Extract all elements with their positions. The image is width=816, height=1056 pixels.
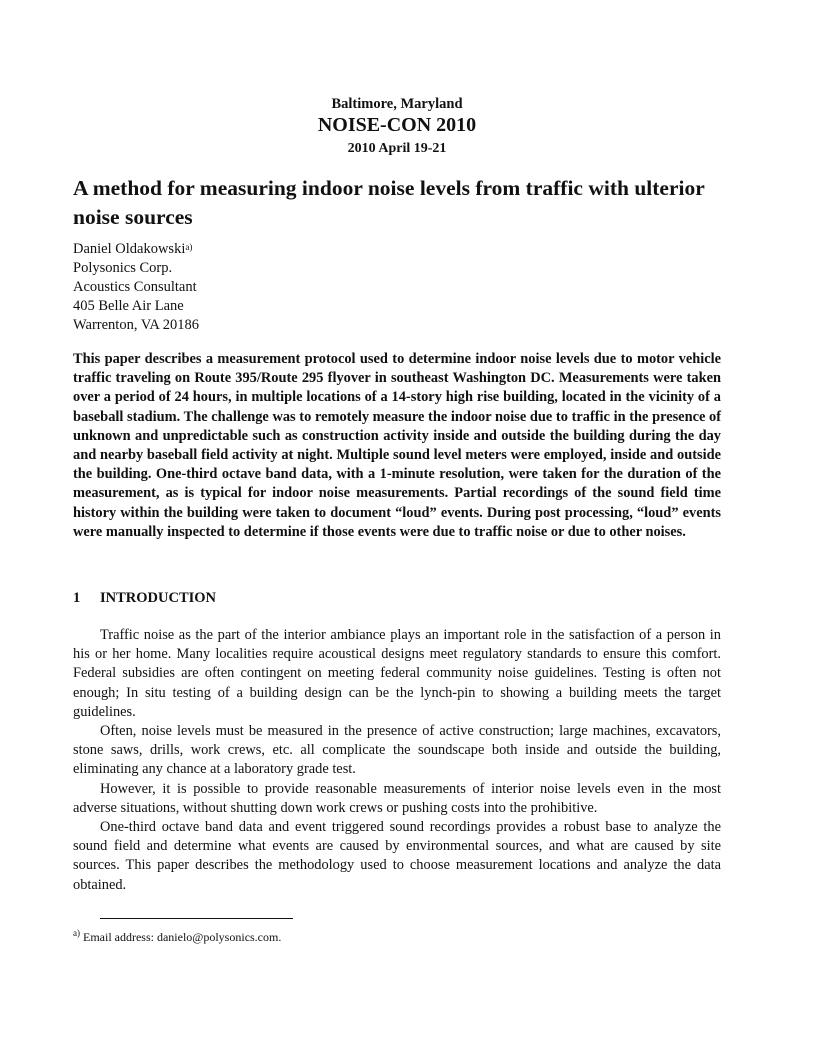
abstract: This paper describes a measurement protocol used to determine indoor noise levels due to motor vehicle traffic traveling on Route 395/Route 295 flyover in southeast Washington DC. Measurements were taken over a period of 24 hours, in multiple locations of a 14-story high rise building, located in the vicinity of a baseball stadium. The challenge was to remotely measure the indoor noise due to traffic in the presence of unknown and unpredictable such as construction activity inside and outside the building during the day and nearby baseball field activity at night. Multiple sound level meters were employed, inside and outside the building. One-third octave band data, with a 1-minute resolution, were taken for the duration of the measurement, as is typical for indoor noise measurements. Partial recordings of the sound field time history within the building were taken to document “loud” events. During post processing, “loud” events were manually inspected to determine if those events were due to traffic noise or due to other noises.: [73, 351, 721, 540]
footnote-rule: [100, 918, 293, 919]
section-title: INTRODUCTION: [100, 590, 217, 606]
author-name: Daniel Oldakowski: [73, 241, 186, 257]
author-affiliation: Polysonics Corp.: [73, 260, 173, 276]
footnote-text: Email address: danielo@polysonics.com.: [83, 930, 282, 944]
conference-dates: 2010 April 19-21: [347, 141, 447, 156]
section-heading: [73, 590, 216, 607]
section-number: 1: [73, 590, 81, 606]
author-city: Warrenton, VA 20186: [73, 317, 199, 333]
author-block: [73, 240, 721, 335]
paragraph: One-third octave band data and event triggered sound recordings provides a robust base to analyze the sound field and determine what events are caused by environmental sources, and what are caused by site sources. This paper describes the methodology used to choose measurement locations and analyze the data obtained.: [73, 819, 721, 893]
paragraph: However, it is possible to provide reasonable measurements of interior noise levels even in the most adverse situations, without shutting down work crews or pushing costs into the prohibitive.: [73, 780, 721, 816]
paragraph: Traffic noise as the part of the interior ambiance plays an important role in the satisfaction of a person in his or her home. Many localities require acoustical designs meet regulatory standards to ensure this comfort. Federal subsidies are often contingent on meeting federal community noise guidelines. Testing is often not enough; In situ testing of a building design can be the lynch-pin to showing a building meets the target guidelines.: [73, 627, 721, 720]
author-name-line: [73, 240, 721, 259]
author-footnote-mark: a): [185, 242, 193, 252]
paper-title: A method for measuring indoor noise levels from traffic with ulterior noise sources: [73, 176, 705, 229]
author-street: 405 Belle Air Lane: [73, 298, 184, 314]
footnote: [73, 930, 281, 945]
introduction-body: [73, 626, 721, 895]
conference-name: NOISE-CON 2010: [317, 114, 477, 136]
conference-location: Baltimore, Maryland: [331, 96, 463, 112]
author-role: Acoustics Consultant: [73, 279, 197, 295]
footnote-mark: a): [73, 928, 80, 938]
paragraph: Often, noise levels must be measured in the presence of active construction; large machines, excavators, stone saws, drills, work crews, etc. all complicate the soundscape both inside and outside the building, eliminating any chance at a laboratory grade test.: [73, 723, 721, 778]
